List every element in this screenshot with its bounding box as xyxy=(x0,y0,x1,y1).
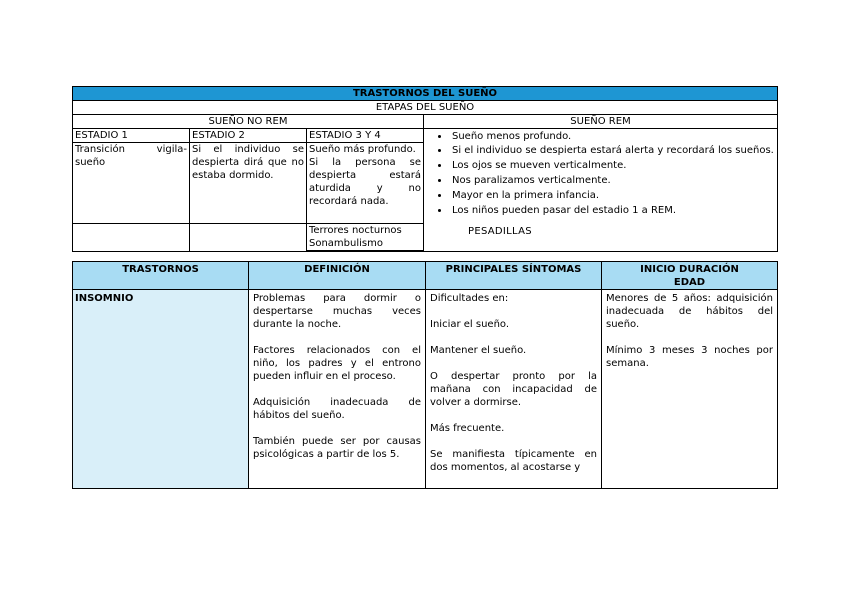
inicio-paragraph: Menores de 5 años: adquisición inadecuada de hábitos del sueño. xyxy=(606,293,773,330)
stage34-text xyxy=(307,143,424,224)
header-trastornos: TRASTORNOS xyxy=(73,262,249,290)
rem-header: SUEÑO REM xyxy=(424,115,778,129)
header-sintomas: PRINCIPALES SÍNTOMAS xyxy=(426,262,602,290)
stage34-spacer xyxy=(307,251,424,252)
stage2-label: ESTADIO 2 xyxy=(190,129,307,143)
stage2-text: Si el individuo se despierta dirá que no estaba dormido. xyxy=(190,143,307,224)
stage2-empty xyxy=(190,224,307,252)
insomnio-inicio xyxy=(602,290,778,489)
table-title: TRASTORNOS DEL SUEÑO xyxy=(73,87,778,101)
stage1-label: ESTADIO 1 xyxy=(73,129,190,143)
insomnio-definicion xyxy=(249,290,426,489)
rem-extra: PESADILLAS xyxy=(468,226,532,237)
header-definicion: DEFINICIÓN xyxy=(249,262,426,290)
sintoma-paragraph: Dificultades en: xyxy=(430,293,509,304)
inicio-paragraph: Mínimo 3 meses 3 noches por semana. xyxy=(606,345,773,369)
header-inicio xyxy=(602,262,778,290)
sintoma-paragraph: O despertar pronto por la mañana con incapacidad de volver a dormirse. xyxy=(430,371,597,408)
stage34-label: ESTADIO 3 Y 4 xyxy=(307,129,424,143)
rem-content xyxy=(424,129,778,252)
header-inicio-line1: INICIO DURACIÓN xyxy=(640,264,739,275)
stage34-extra xyxy=(307,224,424,251)
stage34-extra-2: Sonambulismo xyxy=(309,238,383,249)
sintoma-paragraph: Más frecuente. xyxy=(430,423,505,434)
sleep-stages-table xyxy=(72,86,778,252)
rem-bullet: • Los ojos se mueven verticalmente. xyxy=(450,158,775,173)
disorders-table xyxy=(72,261,778,489)
definicion-paragraph: Factores relacionados con el niño, los padres y el entrono pueden influir en el proceso. xyxy=(253,345,421,382)
definicion-paragraph: También puede ser por causas psicológicas a partir de los 5. xyxy=(253,436,421,460)
rem-bullet-list xyxy=(426,129,775,218)
sintoma-paragraph: Iniciar el sueño. xyxy=(430,319,510,330)
rem-bullet: • Nos paralizamos verticalmente. xyxy=(450,173,775,188)
sintoma-paragraph: Se manifiesta típicamente en dos momentos, al acostarse y xyxy=(430,449,597,473)
header-inicio-line2: EDAD xyxy=(673,277,706,288)
definicion-paragraph: Problemas para dormir o despertarse muchas veces durante la noche. xyxy=(253,293,421,330)
insomnio-sintomas xyxy=(426,290,602,489)
nrem-header: SUEÑO NO REM xyxy=(73,115,424,129)
rem-bullet: • Si el individuo se despierta estará alerta y recordará los sueños. xyxy=(450,144,775,158)
insomnio-name: INSOMNIO xyxy=(73,290,249,489)
rem-bullet: • Sueño menos profundo. xyxy=(450,129,775,144)
stages-subtitle: ETAPAS DEL SUEÑO xyxy=(73,101,778,115)
rem-bullet: • Mayor en la primera infancia. xyxy=(450,188,775,203)
stage1-text: Transición vigila-sueño xyxy=(73,143,190,224)
stage34-extra-1: Terrores nocturnos xyxy=(309,225,402,236)
stage34-text-1: Sueño más profundo. xyxy=(309,144,416,155)
stage34-text-2: Si la persona se despierta estará aturdida y no recordará nada. xyxy=(309,157,421,207)
sintoma-paragraph: Mantener el sueño. xyxy=(430,345,527,356)
rem-bullet: • Los niños pueden pasar del estadio 1 a REM. xyxy=(450,203,775,218)
stage1-empty xyxy=(73,224,190,252)
definicion-paragraph: Adquisición inadecuada de hábitos del sueño. xyxy=(253,397,421,421)
